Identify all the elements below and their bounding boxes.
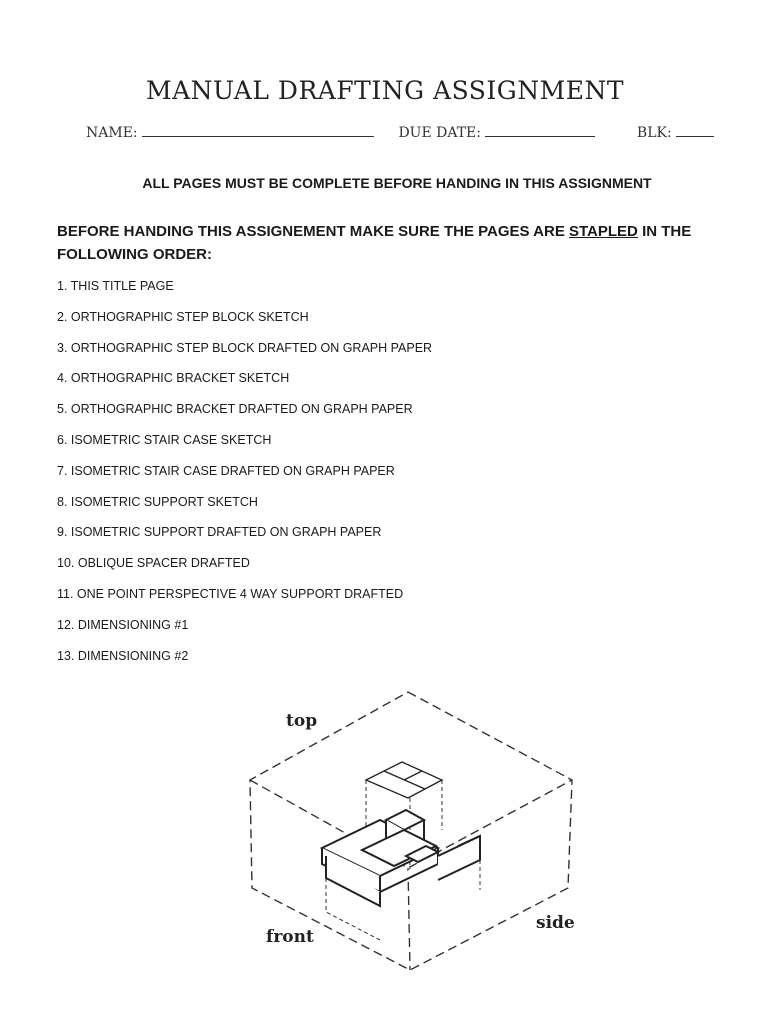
due-date-label: DUE DATE: bbox=[398, 125, 481, 141]
list-item: 10. OBLIQUE SPACER DRAFTED bbox=[57, 556, 250, 571]
name-blank bbox=[142, 124, 374, 137]
top-label: top bbox=[286, 711, 318, 731]
name-field bbox=[86, 124, 386, 141]
blk-label: BLK: bbox=[636, 125, 672, 141]
name-label: NAME: bbox=[86, 125, 138, 141]
completion-notice: ALL PAGES MUST BE COMPLETE BEFORE HANDING IN THIS ASSIGNMENT bbox=[142, 175, 652, 191]
page-order-list bbox=[57, 277, 432, 677]
projection-box-illustration bbox=[230, 680, 590, 980]
list-item: 12. DIMENSIONING #1 bbox=[57, 617, 189, 632]
list-item: 11. ONE POINT PERSPECTIVE 4 WAY SUPPORT DRAFTED bbox=[57, 586, 404, 601]
instruction-underlined-word: STAPLED bbox=[569, 223, 638, 240]
list-item: 3. ORTHOGRAPHIC STEP BLOCK DRAFTED ON GRAPH PAPER bbox=[57, 340, 433, 355]
stapling-instruction bbox=[57, 220, 697, 266]
list-item: 4. ORTHOGRAPHIC BRACKET SKETCH bbox=[57, 371, 290, 386]
instruction-text-after: IN THE FOLLOWING ORDER: bbox=[57, 223, 692, 263]
student-info-fields bbox=[86, 124, 726, 141]
side-label: side bbox=[536, 913, 575, 933]
list-item: 8. ISOMETRIC SUPPORT SKETCH bbox=[57, 494, 258, 509]
blk-field bbox=[637, 124, 714, 141]
list-item: 6. ISOMETRIC STAIR CASE SKETCH bbox=[57, 432, 272, 447]
blk-blank bbox=[676, 124, 714, 137]
list-item: 13. DIMENSIONING #2 bbox=[57, 648, 189, 663]
page-title: MANUAL DRAFTING ASSIGNMENT bbox=[145, 76, 625, 105]
list-item: 1. THIS TITLE PAGE bbox=[57, 279, 174, 293]
list-item: 7. ISOMETRIC STAIR CASE DRAFTED ON GRAPH PAPER bbox=[57, 463, 395, 478]
list-item: 5. ORTHOGRAPHIC BRACKET DRAFTED ON GRAPH PAPER bbox=[57, 402, 413, 417]
due-date-blank bbox=[485, 124, 595, 137]
instruction-text-before: BEFORE HANDING THIS ASSIGNEMENT MAKE SURE THE PAGES ARE bbox=[57, 223, 569, 240]
list-item: 9. ISOMETRIC SUPPORT DRAFTED ON GRAPH PAPER bbox=[57, 525, 382, 540]
due-date-field bbox=[398, 124, 624, 141]
list-item: 2. ORTHOGRAPHIC STEP BLOCK SKETCH bbox=[57, 309, 309, 324]
front-label: front bbox=[266, 927, 314, 947]
